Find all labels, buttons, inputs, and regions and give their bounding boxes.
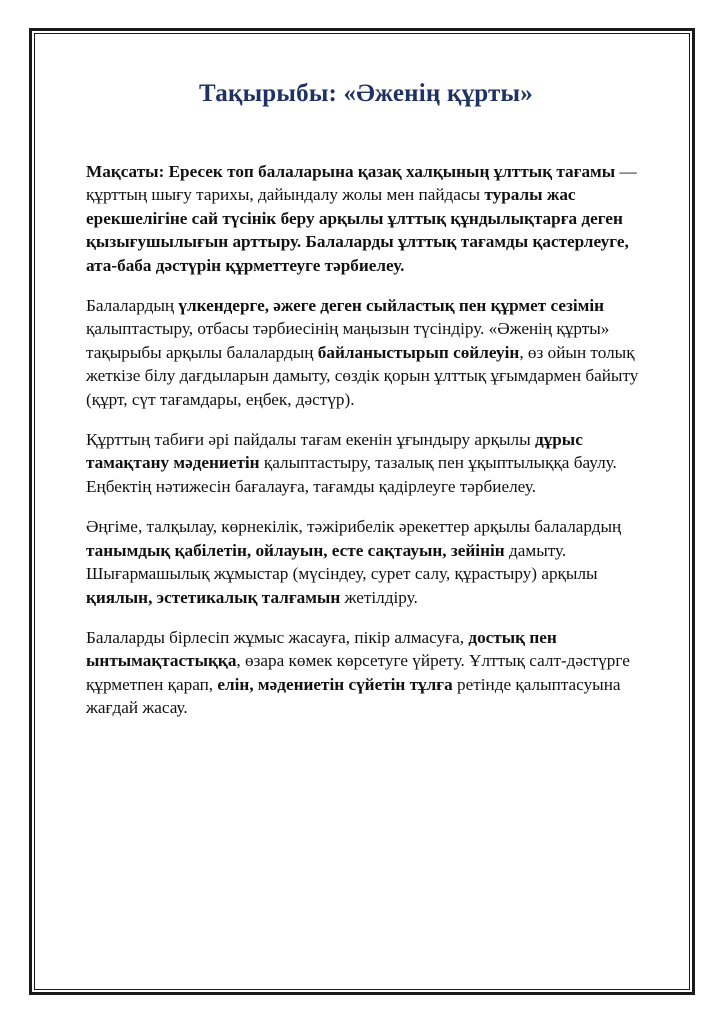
text-run: дұрыс тамақтану мәдениетін [86,430,583,473]
text-run: қиялын, эстетикалық талғамын [86,587,341,607]
text-run: дамыту. Шығармашылық жұмыстар (мүсіндеу, сурет салу, құрастыру) арқылы [86,540,598,584]
text-run: елін, мәдениетін сүйетін тұлға [217,674,453,694]
paragraph-cognition [86,515,664,609]
text-run: туралы жас ерекшелігіне сай түсінік беру арқылы ұлттық құндылықтарға деген қызығушылығын арттыру. Балаларды ұлттық тағамды қастерлеуге, ата-баба дәстүрін құрметтеуге тәрбиелеу. [86,185,629,275]
text-run: танымдық қабілетін, ойлауын, есте сақтауын, зейінін [86,540,505,560]
text-run: достық пен ынтымақтастыққа [86,627,557,671]
text-run: Мақсаты: Ересек топ балаларына қазақ халқының ұлттық тағамы [86,162,616,181]
text-run: үлкендерге, әжеге деген сыйластық пен құрмет сезімін [178,296,605,316]
paragraph-respect [86,294,664,411]
paragraph-cooperation [86,626,664,720]
text-run: Әңгіме, талқылау, көрнекілік, тәжірибелік әрекеттер арқылы балалардың [86,517,622,537]
text-run: , өз ойын толық жеткізе білу дағдыларын дамыту, сөздік қорын ұлттық ұғымдармен байыту (құрт, сүт тағамдары, еңбек, дәстүр). [86,342,639,409]
text-run: Балаларды бірлесіп жұмыс жасауға, пікір алмасуға, [86,627,469,647]
text-run: ретінде қалыптасуына жағдай жасау. [86,674,621,718]
paragraph-nutrition [86,428,664,498]
text-run: — құрттың шығу тарихы, дайындалу жолы мен пайдасы [86,162,637,205]
text-run: жетілдіру. [340,587,418,607]
document-body [86,80,676,737]
paragraph-goal [86,160,664,277]
text-run: байланыстырып сөйлеуін [317,342,520,362]
text-run: , өзара көмек көрсетуге үйрету. Ұлттық салт-дәстүрге құрметпен қарап, [86,651,630,694]
text-run: Құрттың табиғи әрі пайдалы тағам екенін ұғындыру арқылы [86,430,535,450]
text-run: қалыптастыру, тазалық пен ұқыптылыққа баулу. Еңбектің нәтижесін бағалауға, тағамды қадірлеуге тәрбиелеу. [86,453,617,496]
text-run: Балалардың [86,296,179,316]
text-run: қалыптастыру, отбасы тәрбиесінің маңызын түсіндіру. «Әженің құрты» тақырыбы арқылы балалардың [86,319,610,362]
page-title: Тақырыбы: «Әженің құрты» [199,80,533,107]
